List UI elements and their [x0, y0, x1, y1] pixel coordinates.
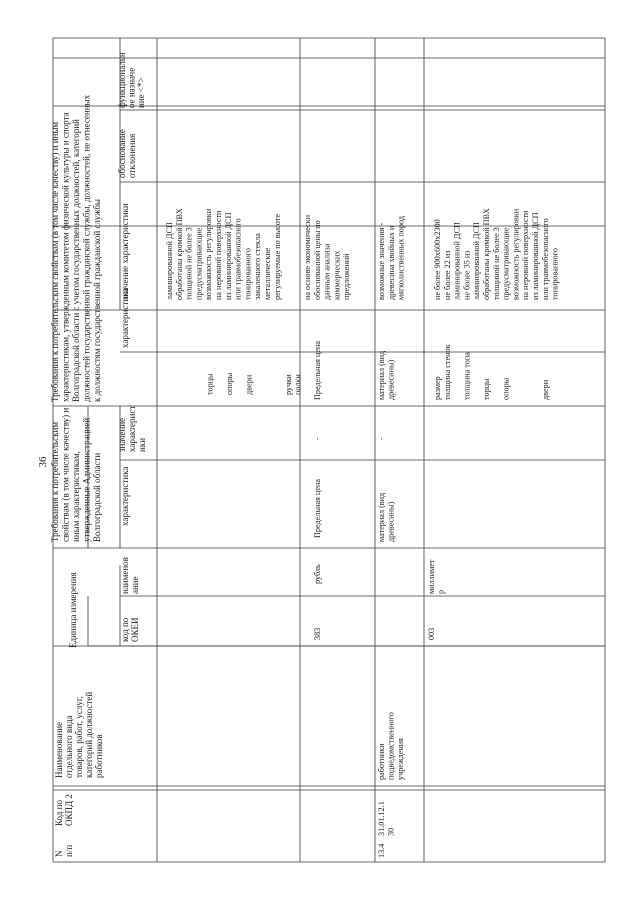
- row0-value-line: толщиной не более 3: [184, 227, 194, 300]
- row3-value-line: не более 35 из: [462, 250, 472, 300]
- row0-value-line: обработаны кромкой ПВХ: [174, 208, 184, 300]
- row3-unit-code: 003: [427, 627, 436, 640]
- row2-admin-value: -: [377, 437, 386, 440]
- row3-value-line: толщиной не более 3: [491, 227, 501, 300]
- row3-value-line: не более 22 из: [442, 250, 452, 300]
- row3-unit-name: миллиметр: [427, 559, 446, 594]
- row3-value-line: на неровной поверхности: [521, 210, 531, 300]
- row1-value-line: коммерческих: [332, 250, 342, 300]
- row3-characteristic-line: торцы: [482, 378, 491, 400]
- row3-characteristic-line: толщина топа: [462, 352, 472, 400]
- header-req-committee: Требования к потребительским свойствам (в том числе качеству) и инымхарактеристикам, утвержденным комитетом физической культуры и спортаВолгоградской области с учетом государственных должностей, категорийдолжностей государственной гражданской службы, должностей, не отнесенныхк должностям государственной гражданской службы: [50, 94, 102, 402]
- row0-characteristic-line: ручки: [283, 374, 293, 395]
- row1-value-line: на основе экономически: [303, 215, 312, 300]
- row1-value-line: обоснованной цены по: [312, 220, 322, 300]
- row3-characteristic-line: размер: [433, 376, 442, 400]
- header-name: Наименованиеотдельного видатоваров, работ, услуг,категорий должностейработников: [54, 691, 104, 778]
- row2-value-line: мягколиственных пород: [396, 216, 406, 300]
- row0-characteristic-line: торцы: [205, 373, 215, 395]
- row0-characteristic-line: полки: [293, 374, 303, 395]
- row0-value-line: на неровной поверхности: [214, 210, 223, 300]
- row0-value-line: или травмобезопасного: [233, 218, 243, 300]
- row2-admin-char: материал (виддревесины): [377, 492, 396, 542]
- row0-value-line: закаленного стекла: [253, 233, 263, 300]
- row1-admin-value: -: [313, 437, 322, 440]
- row2-value-line: возможные значения -: [377, 222, 386, 300]
- row1-value-line: данным анализа: [322, 243, 332, 300]
- row3-value-line: ламинированной ДСП: [452, 222, 462, 300]
- row0-value-line: предусматривающие: [194, 227, 204, 300]
- row1-unit-name: рубль: [313, 564, 322, 584]
- header-num: Nп/п: [54, 844, 74, 857]
- header-unit-group: Единица измерения: [68, 572, 78, 648]
- row3-characteristic-line: двери: [540, 379, 550, 400]
- header-req-function: функциональное назначение <*>: [117, 52, 146, 108]
- row2-characteristic: материал (виддревесины): [377, 350, 396, 400]
- row3-value-line: обработаны кромкой ПВХ: [482, 208, 491, 300]
- header-unit-name: наименование: [120, 557, 140, 594]
- header-req-admin: Требования к потребительскимсвойствам (в том числе качеству) ииным характеристикам,утвержденные АдминистрациейВолгоградской области: [50, 407, 102, 542]
- row1-characteristic: Предельная цена: [313, 340, 322, 400]
- row0-characteristic-line: двери: [244, 374, 254, 395]
- header-okpd: Код поОКПД 2: [54, 794, 74, 826]
- header-req-value: значение характеристики: [120, 203, 130, 300]
- row1-admin-char: Предельная цена: [313, 478, 322, 538]
- row0-characteristic-line: опоры: [225, 372, 234, 395]
- row1-value-line: предложений: [342, 253, 352, 300]
- row0-value-line: ламинированной ДСП: [165, 222, 174, 300]
- row0-value-line: из ламинированной ДСП: [223, 212, 233, 300]
- header-req-admin-value: значениехарактеристики: [117, 405, 147, 452]
- row3-value-line: или травмобезопасного: [540, 218, 550, 300]
- row1-unit-code: 383: [313, 627, 322, 640]
- row0-value-line: регулируемые по высоте: [272, 214, 282, 300]
- row3-value-line: возможность регулировки: [511, 208, 521, 300]
- row3-value-line: не более 900х600х2300: [433, 219, 442, 300]
- header-unit-code: код поОКЕИ: [120, 617, 140, 642]
- row3-value-line: из ламинированной ДСП: [531, 212, 540, 300]
- header-req-char: характеристика: [120, 288, 130, 348]
- row2-name: работникиподведомственногоучреждения: [377, 712, 405, 780]
- row2-okpd: 31.01.12.130: [377, 801, 396, 836]
- row0-value-line: тонированного: [243, 247, 253, 300]
- row3-value-line: тонированного: [550, 247, 560, 300]
- row2-num: 13.4: [377, 843, 386, 858]
- row3-characteristic-line: толщина стенок: [442, 344, 452, 400]
- row3-characteristic-line: опоры: [501, 377, 511, 400]
- page-number: 36: [37, 456, 49, 468]
- row3-value-line: ламинированной ДСП: [472, 222, 482, 300]
- row0-value-line: металлические: [263, 247, 272, 300]
- row0-value-line: возможность регулировки: [204, 208, 214, 300]
- row2-value-line: древесина хвойных и: [386, 225, 396, 300]
- header-req-justification: обоснованиеотклонения: [117, 129, 137, 178]
- row3-value-line: предусматривающие: [501, 227, 511, 300]
- header-req-admin-char: характеристика: [120, 466, 130, 526]
